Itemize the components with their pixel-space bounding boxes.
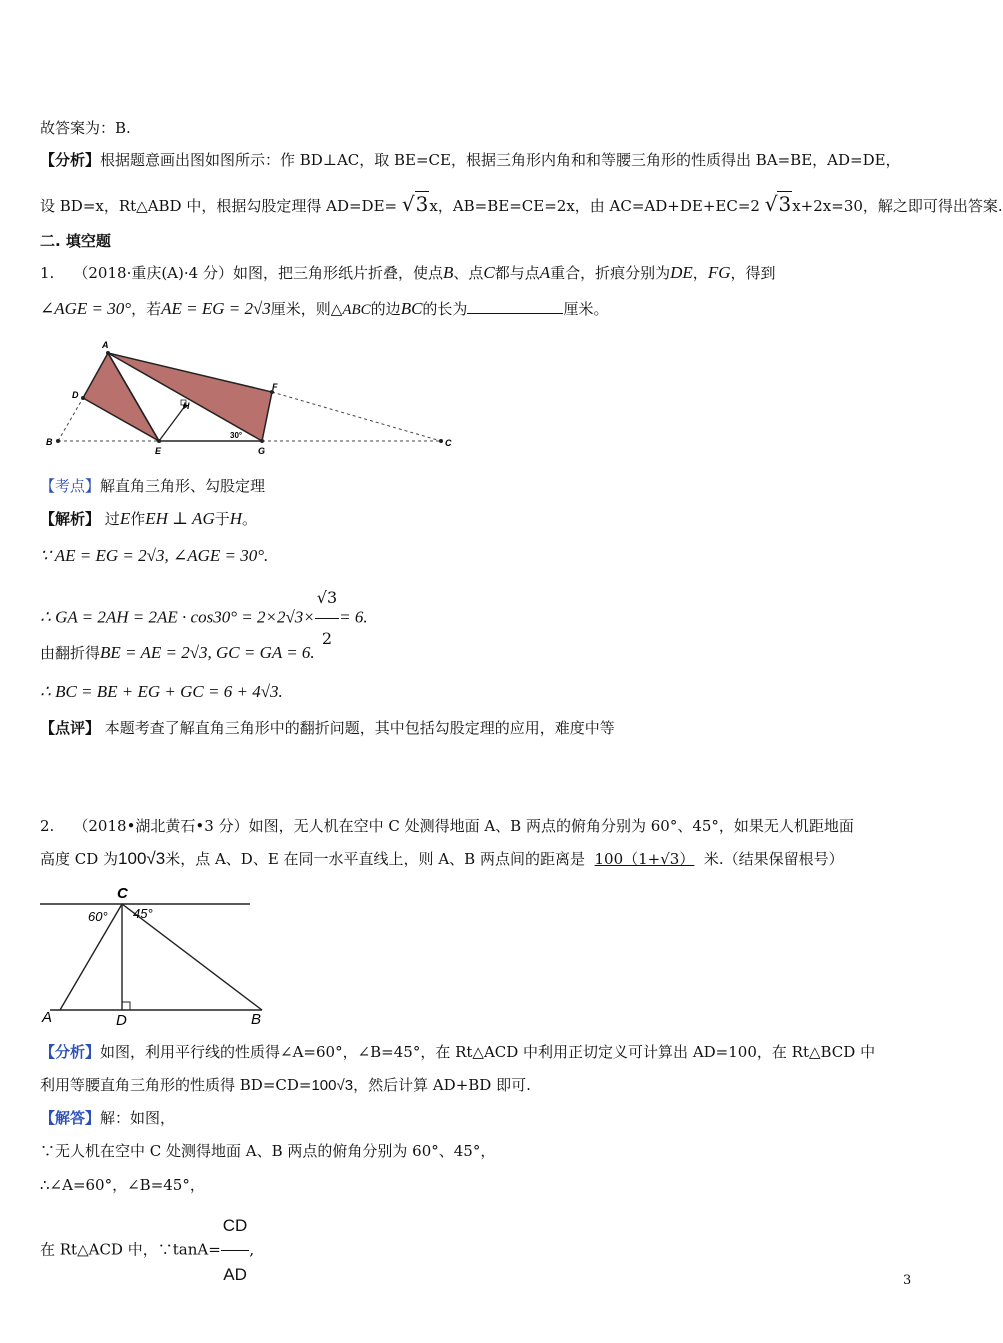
- frac-ad: AD: [223, 1265, 247, 1284]
- q1-length-cond: AE = EG = 2√3: [161, 299, 271, 318]
- fraction-sqrt3-over-2: [315, 578, 339, 659]
- sqrt3-symbol: √3: [401, 192, 429, 216]
- dianping-tag: 【点评】: [40, 719, 101, 737]
- q2-jieda-3: ∴∠A=60°，∠B=45°，: [40, 1176, 205, 1194]
- analysis-tag: 【分析】: [40, 151, 101, 169]
- q2-jieda-2: ∵无人机在空中 C 处测得地面 A、B 两点的俯角分别为 60°、45°，: [40, 1142, 496, 1160]
- step2-post: = 6.: [339, 607, 368, 627]
- label-a: A: [102, 340, 109, 350]
- q1-kaodian: [40, 475, 265, 497]
- q2-line1: [40, 815, 854, 837]
- frac-cd: CD: [221, 1202, 250, 1251]
- q1-cond-b: ，若: [131, 300, 162, 318]
- jiexi-a: 过: [104, 510, 120, 528]
- kaodian-text: 解直角三角形、勾股定理: [100, 477, 266, 495]
- label-60: 60°: [88, 909, 108, 924]
- dianping-text: 本题考查了解直角三角形中的翻折问题，其中包括勾股定理的应用，难度中等: [104, 719, 615, 737]
- label-h: H: [183, 401, 190, 411]
- point-c: C: [483, 263, 495, 282]
- cd-value: 100√3: [118, 849, 166, 868]
- crease-de: DE: [670, 263, 693, 282]
- q1-source: （2018·重庆(A)·4 分）如图，把三角形纸片折叠，使点: [73, 264, 443, 282]
- fold-figure: [40, 336, 460, 458]
- right-angle-mark: [122, 1002, 130, 1010]
- sqrt3-symbol: √3: [764, 192, 792, 216]
- label-c: C: [445, 438, 452, 448]
- label-b: B: [251, 1011, 262, 1028]
- fenxi-text-2a: 利用等腰直角三角形的性质得 BD=CD=: [40, 1076, 312, 1094]
- q2-jieda-1: [40, 1107, 175, 1129]
- kaodian-tag: 【考点】: [40, 477, 101, 495]
- label-45: 45°: [133, 906, 153, 921]
- jieda-text-4b: ,: [249, 1240, 255, 1259]
- jieda-text-1: 解：如图，: [100, 1109, 176, 1127]
- point-a: A: [539, 263, 551, 282]
- step2-pre: ∴ GA = 2AH = 2AE · cos30° = 2×2√3×: [40, 607, 315, 627]
- jiexi-eh-ag: EH ⊥ AG: [145, 509, 215, 528]
- answer-blank: [467, 299, 563, 314]
- label-f: F: [272, 382, 278, 392]
- analysis-text-1: 根据题意画出图如图所示：作 BD⊥AC，取 BE=CE，根据三角形内角和和等腰三角形的性质得出 BA=BE，AD=DE，: [100, 151, 901, 169]
- drone-figure: [40, 880, 262, 1029]
- analysis-text-2b: x，AB=BE=CE=2x，由 AC=AD+DE+EC=2: [429, 197, 760, 215]
- label-g: G: [258, 446, 266, 456]
- prev-analysis-line2: [40, 193, 1003, 217]
- label-e: E: [155, 446, 162, 456]
- q1-step3: [40, 642, 315, 664]
- q1-t1: 、点: [453, 264, 484, 282]
- q1-cond-h: 的长为: [422, 300, 468, 318]
- jiexi-end: 。: [242, 510, 258, 528]
- label-b: B: [46, 437, 53, 447]
- q1-dianping: [40, 717, 615, 739]
- prev-answer: 故答案为：B.: [40, 119, 131, 137]
- crease-fg: FG: [707, 263, 731, 282]
- q1-line1: [40, 262, 776, 284]
- label-angle-30: 30°: [230, 431, 243, 440]
- q1-t5: ，得到: [730, 264, 776, 282]
- q1-t3: 重合，折痕分别为: [550, 264, 671, 282]
- q1-angle-cond: ∠AGE = 30°: [40, 299, 132, 318]
- frac-den: 2: [321, 629, 333, 648]
- q1-step4: ∴ BC = BE + EG + GC = 6 + 4√3.: [40, 682, 283, 701]
- q2-text-2a: 高度 CD 为: [40, 850, 119, 868]
- q1-number: 1.: [40, 264, 55, 282]
- jiexi-h-point: H: [229, 509, 243, 528]
- q1-step1: ∵ AE = EG = 2√3, ∠AGE = 30°.: [40, 546, 269, 565]
- jiexi-tag: 【解析】: [40, 510, 101, 528]
- q2-text-2c: 米.（结果保留根号）: [703, 850, 844, 868]
- prev-analysis-line1: [40, 149, 901, 171]
- label-d: D: [116, 1012, 127, 1029]
- page-number: 3: [903, 1273, 912, 1288]
- step3-pre: 由翻折得: [40, 644, 101, 662]
- q1-cond-f: 的边: [370, 300, 401, 318]
- section-title: 二. 填空题: [40, 232, 111, 250]
- q2-answer: 100（1+√3）: [594, 850, 695, 868]
- q2-fenxi-1: [40, 1041, 875, 1063]
- q2-line2: [40, 848, 844, 870]
- jiexi-e-point: E: [119, 509, 131, 528]
- jiexi-d: 于: [214, 510, 230, 528]
- q2-jieda-4: [40, 1202, 254, 1299]
- analysis-text-2a: 设 BD=x，Rt△ABD 中，根据勾股定理得 AD=DE=: [40, 197, 398, 215]
- q2-text-2b: 米，点 A、D、E 在同一水平直线上，则 A、B 两点间的距离是: [165, 850, 585, 868]
- step3-math: BE = AE = 2√3, GC = GA = 6.: [100, 643, 315, 662]
- frac-num: √3: [315, 578, 339, 619]
- q2-fenxi-2: [40, 1074, 531, 1097]
- fenxi-text-2b: ，然后计算 AD+BD 即可.: [353, 1076, 531, 1094]
- label-a: A: [42, 1009, 53, 1026]
- q1-t4: ，: [692, 264, 708, 282]
- analysis-text-2c: x+2x=30，解之即可得出答案.: [792, 197, 1003, 215]
- triangle-abc: △ABC: [330, 302, 371, 318]
- q1-cond-i: 厘米。: [563, 300, 609, 318]
- fenxi-text-1: 如图，利用平行线的性质得∠A=60°，∠B=45°，在 Rt△ACD 中利用正切定义可计算出 AD=100，在 Rt△BCD 中: [100, 1043, 876, 1061]
- jiexi-b: 作: [130, 510, 146, 528]
- label-d: D: [72, 390, 79, 400]
- label-c: C: [117, 885, 128, 902]
- point-b: B: [442, 263, 454, 282]
- q2-number: 2.: [40, 817, 55, 835]
- fenxi-tag: 【分析】: [40, 1043, 101, 1061]
- q1-jiexi: [40, 508, 257, 530]
- fenxi-value: 100√3: [311, 1077, 354, 1094]
- side-bc: BC: [400, 299, 423, 318]
- q1-cond-d: 厘米，则: [270, 300, 331, 318]
- fraction-cd-over-ad: [221, 1202, 250, 1299]
- q1-line2: [40, 298, 608, 321]
- jieda-text-4a: 在 Rt△ACD 中，∵tanA=: [40, 1240, 221, 1259]
- jieda-tag: 【解答】: [40, 1109, 101, 1127]
- perpendicular-eh: [159, 406, 185, 441]
- q2-text-1: （2018•湖北黄石•3 分）如图，无人机在空中 C 处测得地面 A、B 两点的俯角分别为 60°、45°，如果无人机距地面: [73, 817, 854, 835]
- q1-t2: 都与点: [494, 264, 540, 282]
